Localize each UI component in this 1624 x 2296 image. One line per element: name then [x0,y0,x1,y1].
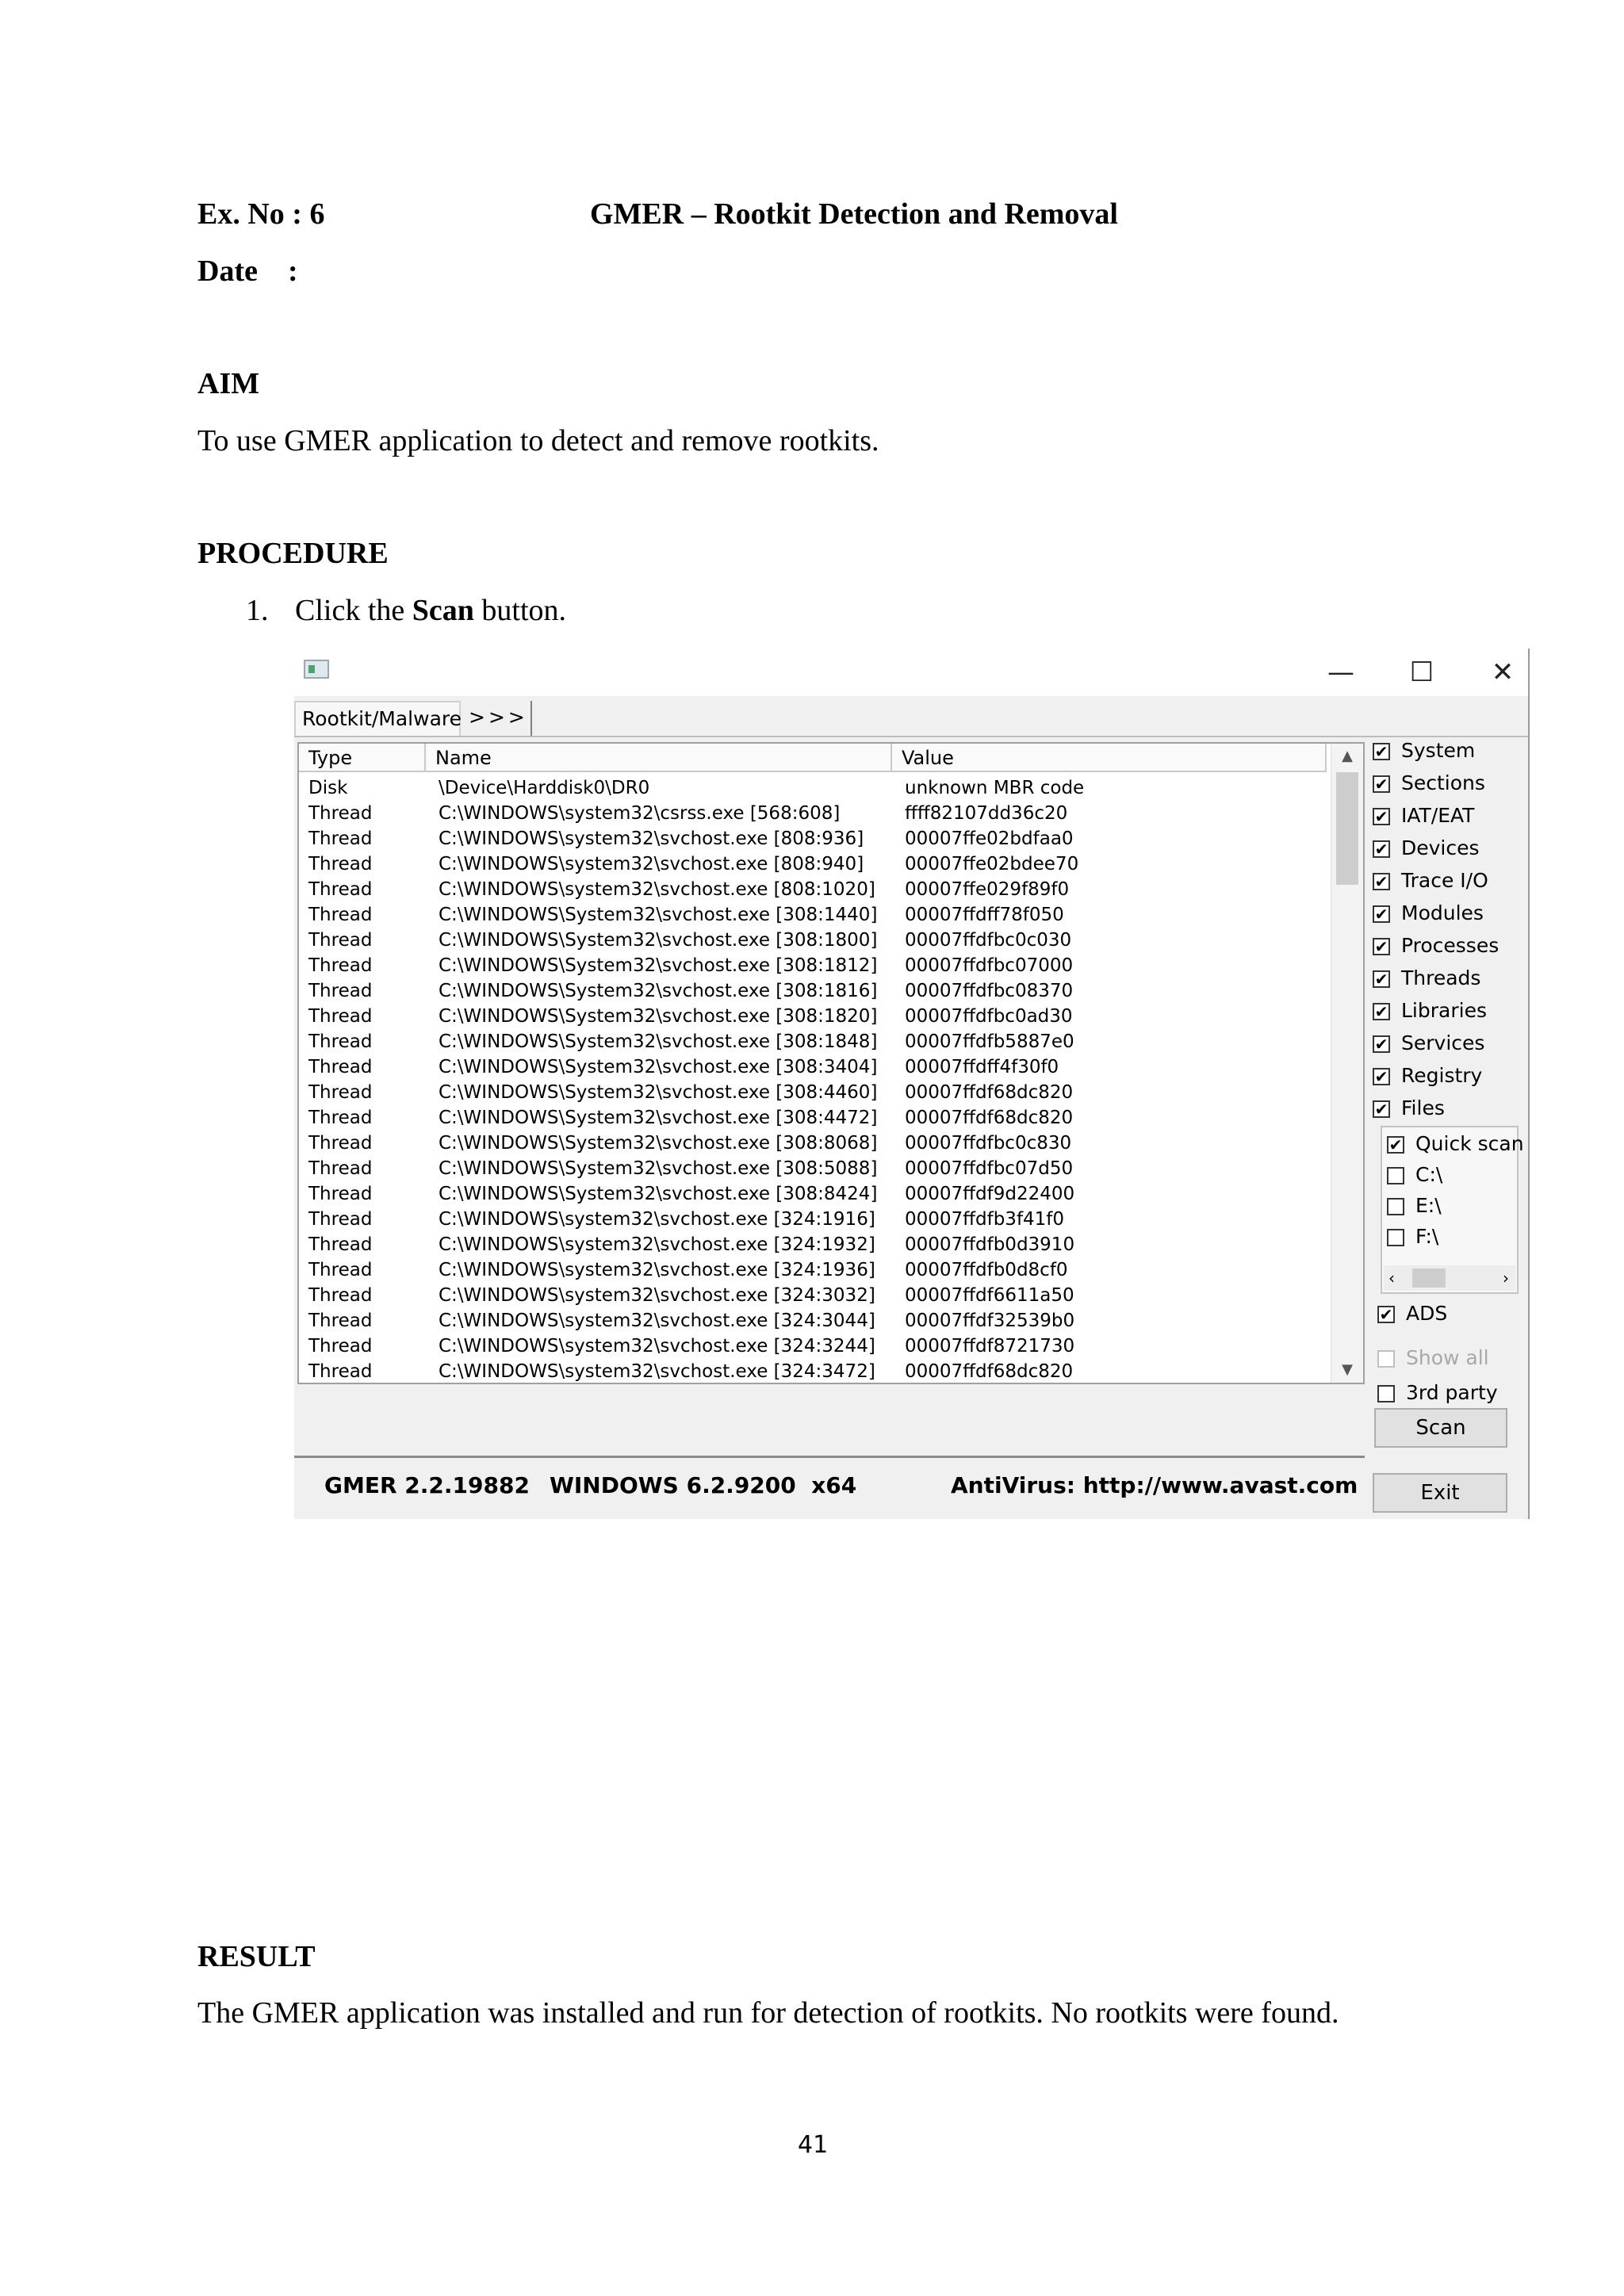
row-type: Thread [308,879,373,900]
exit-button[interactable]: Exit [1373,1473,1507,1513]
quick-scan-checkbox[interactable] [1387,1136,1404,1154]
minimize-button[interactable]: — [1327,656,1354,688]
table-row[interactable] [299,978,1327,1004]
scroll-left-icon[interactable]: ‹ [1388,1269,1395,1288]
table-row[interactable] [299,1257,1327,1283]
row-name: C:\WINDOWS\system32\svchost.exe [808:936] [439,828,864,849]
files-label: Files [1401,1096,1445,1119]
row-type: Thread [308,828,373,849]
row-value: 00007ffdfbc0c830 [905,1133,1072,1154]
registry-checkbox[interactable] [1373,1068,1390,1085]
row-type: Thread [308,1311,373,1331]
threads-checkbox[interactable] [1373,970,1390,988]
scroll-up-icon[interactable]: ▲ [1342,748,1353,764]
drive-c-checkbox[interactable] [1387,1167,1404,1184]
date-label: Date : [197,254,298,288]
threads-label: Threads [1401,966,1481,989]
table-row[interactable] [299,877,1327,902]
trace-i-o-checkbox[interactable] [1373,873,1390,890]
drive-f-checkbox[interactable] [1387,1229,1404,1246]
page-number: 41 [798,2131,829,2159]
option-show-all [1377,1345,1489,1372]
horizontal-scrollbar[interactable] [1384,1265,1515,1291]
row-name: C:\WINDOWS\system32\svchost.exe [324:3032] [439,1285,875,1306]
option-quick-scan[interactable] [1387,1131,1524,1158]
table-row[interactable] [299,1105,1327,1131]
scroll-down-icon[interactable]: ▼ [1342,1361,1353,1378]
row-value: 00007ffdfbc07000 [905,955,1074,976]
row-type: Thread [308,1006,373,1027]
hscroll-thumb[interactable] [1412,1269,1446,1288]
row-value: 00007ffdf68dc820 [905,1108,1074,1128]
row-value: 00007ffdfb5887e0 [905,1031,1074,1052]
row-type: Thread [308,1209,373,1230]
row-value: 00007ffdfbc0ad30 [905,1006,1073,1027]
system-label: System [1401,739,1476,762]
row-type: Thread [308,1133,373,1154]
table-row[interactable] [299,1029,1327,1054]
row-name: C:\WINDOWS\System32\svchost.exe [308:4460] [439,1082,878,1103]
maximize-button[interactable]: ☐ [1409,656,1434,688]
table-row[interactable] [299,1359,1327,1384]
row-name: C:\WINDOWS\System32\svchost.exe [308:1816] [439,981,878,1001]
step-number: 1. [246,594,269,627]
status-bar [294,1456,1365,1518]
services-checkbox[interactable] [1373,1035,1390,1053]
row-name: C:\WINDOWS\System32\svchost.exe [308:5088] [439,1158,878,1179]
row-name: C:\WINDOWS\System32\svchost.exe [308:8068] [439,1133,878,1154]
procedure-heading: PROCEDURE [197,537,389,570]
libraries-label: Libraries [1401,999,1487,1022]
table-row[interactable] [299,826,1327,851]
row-type: Thread [308,1361,373,1382]
row-name: \Device\Harddisk0\DR0 [439,778,650,798]
row-type: Thread [308,1158,373,1179]
row-value: 00007ffdf32539b0 [905,1311,1075,1331]
table-row[interactable] [299,775,1327,801]
close-button[interactable]: ✕ [1491,656,1515,688]
table-row[interactable] [299,1207,1327,1232]
aim-heading: AIM [197,367,260,400]
option-sections[interactable] [1373,770,1485,797]
row-value: 00007ffdf6611a50 [905,1285,1074,1306]
column-value[interactable]: Value [892,744,1327,772]
row-name: C:\WINDOWS\System32\svchost.exe [308:1812] [439,955,878,976]
title-bar [294,649,1528,696]
table-row[interactable] [299,1131,1327,1156]
table-row[interactable] [299,1080,1327,1105]
row-name: C:\WINDOWS\System32\svchost.exe [308:8424] [439,1184,878,1204]
result-text: The GMER application was installed and run for detection of rootkits. No rootkits were found. [197,1996,1339,2030]
option-drive-c[interactable] [1387,1161,1442,1188]
table-row[interactable] [299,902,1327,928]
row-name: C:\WINDOWS\System32\svchost.exe [308:1440] [439,905,878,925]
row-name: C:\WINDOWS\system32\svchost.exe [808:940] [439,854,864,874]
row-value: ffff82107dd36c20 [905,803,1068,824]
tab-more[interactable]: >>> [462,701,532,736]
iat-eat-label: IAT/EAT [1401,804,1475,827]
registry-label: Registry [1401,1064,1483,1087]
show-all-label: Show all [1406,1346,1489,1369]
row-type: Disk [308,778,348,798]
table-row[interactable] [299,851,1327,877]
row-type: Thread [308,1108,373,1128]
third-party-checkbox[interactable] [1377,1385,1395,1402]
row-name: C:\WINDOWS\system32\svchost.exe [324:3472] [439,1361,875,1382]
services-label: Services [1401,1031,1485,1054]
table-row[interactable] [299,928,1327,953]
row-value: 00007ffdfb0d3910 [905,1234,1075,1255]
row-type: Thread [308,955,373,976]
option-modules[interactable] [1373,900,1484,927]
table-row[interactable] [299,1181,1327,1207]
row-name: C:\WINDOWS\System32\svchost.exe [308:1800] [439,930,878,951]
step-bold: Scan [412,594,474,627]
row-type: Thread [308,1082,373,1103]
row-type: Thread [308,1260,373,1280]
drive-c-label: C:\ [1415,1163,1443,1186]
row-name: C:\WINDOWS\System32\svchost.exe [308:3404] [439,1057,878,1077]
aim-text: To use GMER application to detect and remove rootkits. [197,424,879,457]
row-value: 00007ffdfbc08370 [905,981,1074,1001]
row-name: C:\WINDOWS\system32\svchost.exe [324:3044] [439,1311,875,1331]
devices-checkbox[interactable] [1373,840,1390,858]
row-name: C:\WINDOWS\System32\svchost.exe [308:1848] [439,1031,878,1052]
row-type: Thread [308,905,373,925]
option-devices[interactable] [1373,835,1480,862]
table-row[interactable] [299,801,1327,826]
row-value: 00007ffe02bdee70 [905,854,1079,874]
table-row[interactable] [299,1232,1327,1257]
row-value: 00007ffe029f89f0 [905,879,1070,900]
row-name: C:\WINDOWS\system32\svchost.exe [324:1936] [439,1260,875,1280]
sections-label: Sections [1401,771,1485,794]
row-type: Thread [308,1336,373,1357]
row-name: C:\WINDOWS\system32\csrss.exe [568:608] [439,803,841,824]
option-trace-i-o[interactable] [1373,867,1488,894]
modules-label: Modules [1401,901,1484,924]
row-name: C:\WINDOWS\System32\svchost.exe [308:4472] [439,1108,878,1128]
drive-list [1381,1126,1524,1294]
row-value: 00007ffdff4f30f0 [905,1057,1059,1077]
row-value: 00007ffdfb0d8cf0 [905,1260,1068,1280]
option-ads[interactable] [1377,1300,1447,1327]
third-party-label: 3rd party [1406,1381,1498,1404]
row-value: 00007ffdf68dc820 [905,1361,1074,1382]
table-row[interactable] [299,1156,1327,1181]
column-name[interactable]: Name [426,744,892,772]
gmer-window [294,649,1530,1519]
iat-eat-checkbox[interactable] [1373,808,1390,825]
drive-f-label: F:\ [1415,1225,1439,1248]
option-services[interactable] [1373,1030,1484,1057]
processes-label: Processes [1401,934,1500,957]
table-row[interactable] [299,1308,1327,1334]
option-processes[interactable] [1373,932,1499,959]
option-files[interactable] [1373,1095,1445,1122]
tab-rootkit-malware[interactable]: Rootkit/Malware [294,701,461,736]
scroll-thumb[interactable] [1336,772,1358,885]
trace-i-o-label: Trace I/O [1401,869,1488,892]
step-pre: Click the [295,594,412,627]
row-name: C:\WINDOWS\system32\svchost.exe [324:1916] [439,1209,875,1230]
table-row[interactable] [299,1283,1327,1308]
drive-e-label: E:\ [1415,1194,1442,1217]
drive-e-checkbox[interactable] [1387,1198,1404,1215]
app-icon [304,660,329,679]
option-third-party[interactable] [1377,1380,1498,1406]
tab-strip [294,701,1528,737]
step-text [295,593,566,628]
column-type[interactable]: Type [299,744,426,772]
scan-button[interactable]: Scan [1374,1408,1507,1448]
scroll-right-icon[interactable]: › [1503,1269,1509,1288]
option-drive-f[interactable] [1387,1223,1438,1250]
row-type: Thread [308,1234,373,1255]
row-name: C:\WINDOWS\system32\svchost.exe [324:1932] [439,1234,875,1255]
results-rows [299,775,1327,1384]
row-value: 00007ffdfbc07d50 [905,1158,1074,1179]
row-value: 00007ffdf68dc820 [905,1082,1074,1103]
sections-checkbox[interactable] [1373,775,1390,793]
system-checkbox[interactable] [1373,743,1390,760]
row-value: 00007ffdfbc0c030 [905,930,1072,951]
table-row[interactable] [299,1054,1327,1080]
row-name: C:\WINDOWS\System32\svchost.exe [308:1820] [439,1006,878,1027]
ads-checkbox[interactable] [1377,1306,1395,1323]
step-post: button. [473,594,567,627]
row-type: Thread [308,981,373,1001]
antivirus-link[interactable]: AntiVirus: http://www.avast.com [951,1472,1358,1498]
result-heading: RESULT [197,1940,316,1973]
row-value: 00007ffe02bdfaa0 [905,828,1074,849]
row-type: Thread [308,803,373,824]
results-list[interactable] [297,742,1365,1384]
row-type: Thread [308,1057,373,1077]
row-name: C:\WINDOWS\system32\svchost.exe [324:3244] [439,1336,875,1357]
row-type: Thread [308,930,373,951]
vertical-scrollbar[interactable] [1331,744,1363,1383]
row-value: 00007ffdff78f050 [905,905,1064,925]
row-value: 00007ffdfb3f41f0 [905,1209,1065,1230]
show-all-checkbox [1377,1350,1395,1368]
row-name: C:\WINDOWS\system32\svchost.exe [808:1020] [439,879,875,900]
option-registry[interactable] [1373,1062,1482,1089]
quick-scan-label: Quick scan [1415,1132,1524,1155]
table-row[interactable] [299,1004,1327,1029]
modules-checkbox[interactable] [1373,905,1390,923]
row-value: unknown MBR code [905,778,1085,798]
option-system[interactable] [1373,737,1475,764]
gmer-version: GMER 2.2.19882 [324,1472,530,1498]
ads-label: ADS [1406,1302,1448,1325]
option-threads[interactable] [1373,965,1480,992]
row-type: Thread [308,1031,373,1052]
os-version: WINDOWS 6.2.9200 x64 [550,1472,857,1498]
table-row[interactable] [299,953,1327,978]
document-title: GMER – Rootkit Detection and Removal [590,197,1118,231]
table-row[interactable] [299,1334,1327,1359]
row-type: Thread [308,854,373,874]
option-libraries[interactable] [1373,997,1487,1024]
processes-checkbox[interactable] [1373,938,1390,955]
row-value: 00007ffdf8721730 [905,1336,1075,1357]
row-type: Thread [308,1285,373,1306]
exercise-number: Ex. No : 6 [197,197,325,231]
libraries-checkbox[interactable] [1373,1003,1390,1020]
option-iat-eat[interactable] [1373,802,1474,829]
row-value: 00007ffdf9d22400 [905,1184,1075,1204]
row-type: Thread [308,1184,373,1204]
devices-label: Devices [1401,836,1480,859]
option-drive-e[interactable] [1387,1192,1442,1219]
files-checkbox[interactable] [1373,1100,1390,1118]
